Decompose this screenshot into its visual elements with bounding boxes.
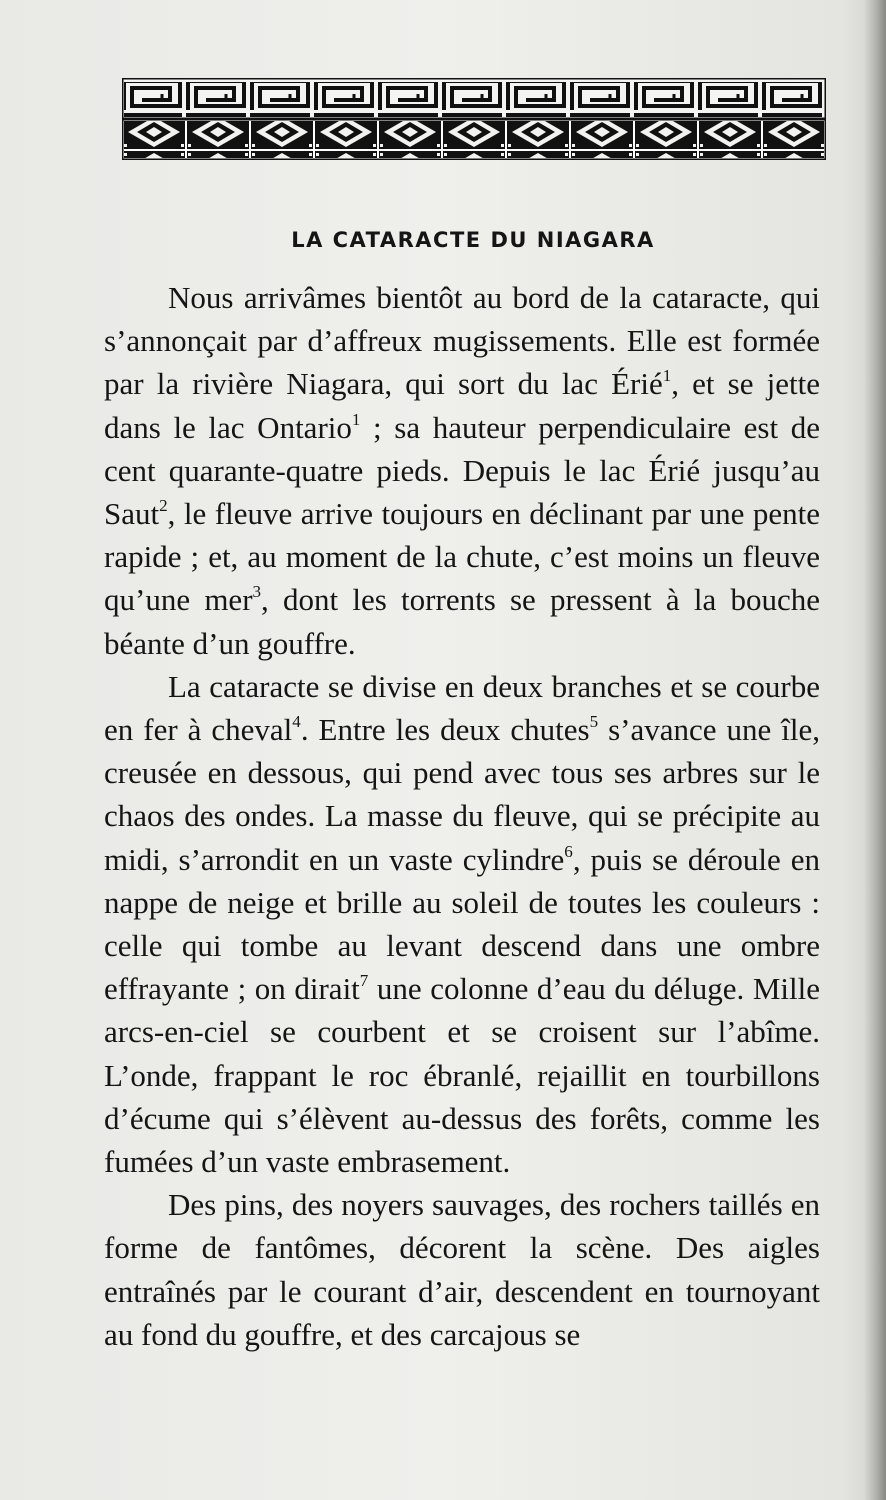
page-gutter-shadow — [864, 0, 886, 1500]
paragraph-text: , puis se déroule en nappe de neige et brille au soleil de toutes les couleurs : celle qui tombe au levant descend dans une ombre effrayante ; on dirait — [104, 841, 820, 1007]
paragraph-text: Nous arrivâmes bientôt au bord de la cataracte, qui s’annonçait par d’affreux mugissements. Elle est formée par la rivière Niagara, qui sort du lac Érié — [104, 280, 820, 402]
paragraph-text: , dont les torrents se pressent à la bouche béante d’un gouffre. — [104, 582, 820, 661]
footnote-marker: 3 — [252, 582, 262, 602]
paragraph-text: , le fleuve arrive toujours en déclinant par une pente rapide ; et, au moment de la chute, c’est moins un fleuve qu’une mer — [104, 496, 820, 618]
footnote-marker: 5 — [589, 712, 599, 731]
footnote-marker: 6 — [564, 841, 573, 861]
footnote-marker: 7 — [359, 971, 369, 991]
paragraph-text: . Entre les deux chutes — [300, 712, 590, 748]
paragraph-text: ; sa hauteur perpendiculaire est de cent quarante-quatre pieds. Depuis le lac Érié jusqu’au Saut — [104, 409, 820, 532]
chapter-title: LA CATARACTE DU NIAGARA — [291, 228, 655, 252]
paragraph — [104, 665, 820, 1183]
paragraph — [104, 1183, 820, 1356]
paragraph-text: , et se jette dans le lac Ontario — [104, 366, 820, 445]
footnote-marker: 1 — [351, 409, 361, 429]
footnote-marker: 2 — [159, 495, 168, 515]
footnote-marker: 4 — [292, 712, 301, 731]
chapter-body — [104, 276, 820, 1356]
footnote-marker: 1 — [662, 366, 672, 386]
paragraph-text: s’avance une île, creusée en dessous, qui pend avec tous ses arbres sur le chaos des ondes. La masse du fleuve, qui se précipite au midi, s’arrondit en un vaste cylindre — [104, 712, 820, 877]
greek-key-ornament-band — [122, 78, 826, 160]
paragraph-text: Des pins, des noyers sauvages, des rochers taillés en forme de fantômes, décorent la scène. Des aigles entraînés par le courant d’air, descendent en tournoyant au fond du gouffre, et des carcajous se — [104, 1187, 820, 1352]
paragraph-text: La cataracte se divise en deux branches et se courbe en fer à cheval — [104, 668, 820, 748]
paragraph-text: une colonne d’eau du déluge. Mille arcs-en-ciel se courbent et se croisent sur l’abîme. L’onde, frappant le roc ébranlé, rejaillit en tourbillons d’écume qui s’élèvent au-dessus des forêts, comme les fumées d’un vaste embrasement. — [104, 971, 820, 1180]
paragraph — [104, 276, 820, 665]
